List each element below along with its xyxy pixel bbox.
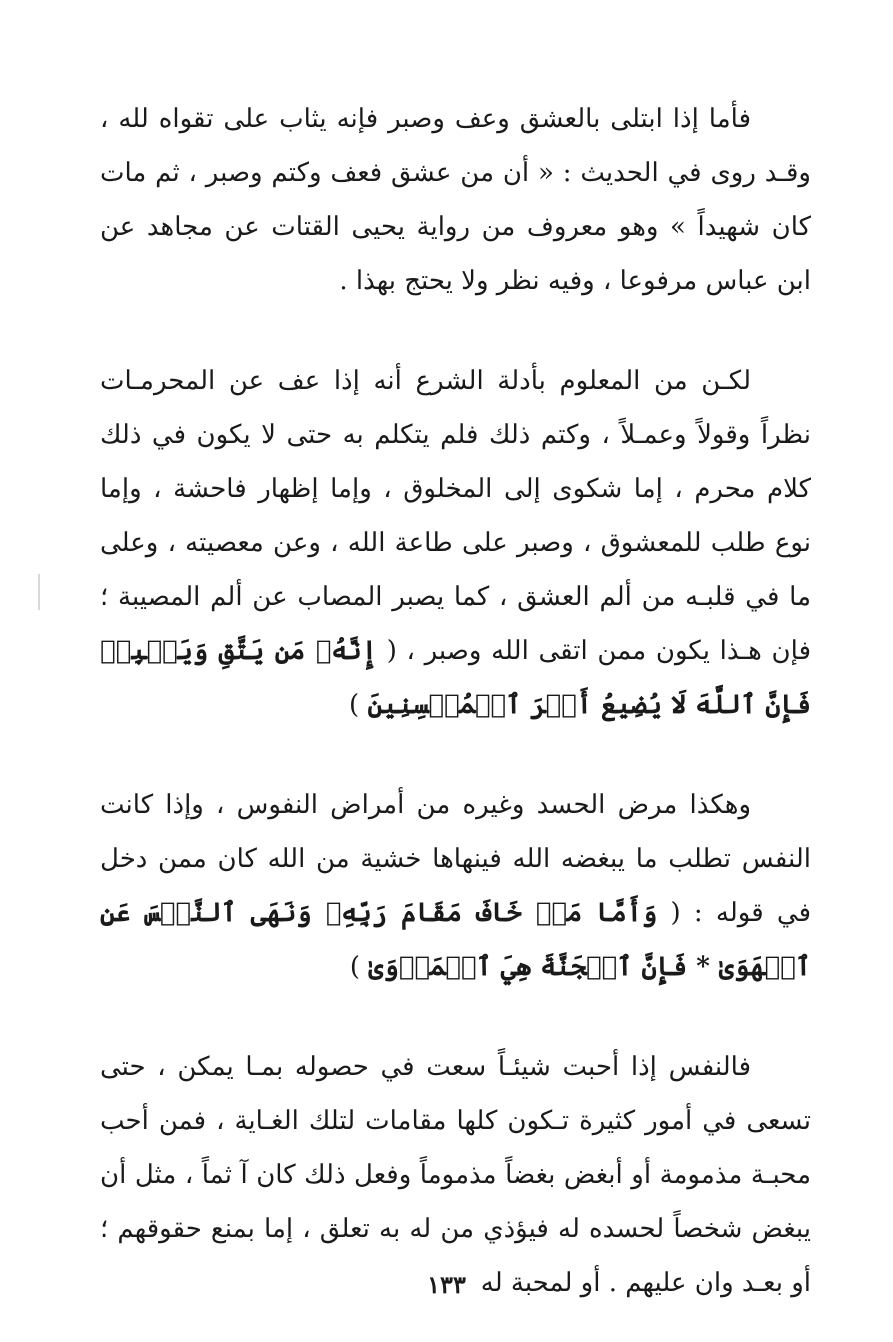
paragraph-3-close: ) (349, 952, 361, 982)
margin-mark (38, 574, 40, 610)
quran-verse-2: وَأَمَّا مَنۡ خَافَ مَقَامَ رَبِّهِۦ وَنَهَى ٱلنَّفۡسَ عَنِ ٱلۡهَوَىٰ * فَإِنَّ ٱلۡجَنَّةَ هِيَ ٱلۡمَأۡوَىٰ (100, 898, 811, 982)
paragraph-1 (100, 92, 811, 308)
page-number: ١٣٣ (427, 1270, 466, 1299)
paragraph-3-text: وهكذا مرض الحسد وغيره من أمراض النفوس ، وإذا كانت النفس تطلب ما يبغضه الله فينهاها خشية من الله كان ممن دخل في قوله : ( (100, 790, 811, 928)
paragraph-2-close: ) (349, 690, 360, 720)
quran-verse-1: إِنَّهُۥ مَن يَتَّقِ وَيَصۡبِرۡ فَإِنَّ ٱللَّهَ لَا يُضِيعُ أَجۡرَ ٱلۡمُحۡسِنِينَ (100, 636, 811, 720)
paragraph-1-text: فأما إذا ابتلى بالعشق وعف وصبر فإنه يثاب على تقواه لله ، وقـد روى في الحديث : « أن من عشق فعف وكتم وصبر ، ثم مات كان شهيداً » وهو معروف من رواية يحيى القتات عن مجاهد عن ابن عباس مرفوعا ، وفيه نظر ولا يحتج بهذا . (100, 104, 811, 296)
page-body (100, 92, 811, 1310)
paragraph-2 (100, 354, 811, 732)
paragraph-4-text: فالنفس إذا أحبت شيئـاً سعت في حصوله بمـا يمكن ، حتى تسعى في أمور كثيرة تـكون كلها مقامات لتلك الغـاية ، فمن أحب محبـة مذمومة أو أبغض بغضاً مذموماً وفعل ذلك كان آ ثماً ، مثل أن يبغض شخصاً لحسده له فيؤذي من له به تعلق ، إما بمنع حقوقهم ؛ أو بعـد وان عليهم . أو لمحبة له (100, 1052, 811, 1298)
paragraph-3 (100, 778, 811, 994)
paragraph-2-text: لكـن من المعلوم بأدلة الشرع أنه إذا عف عن المحرمـات نظراً وقولاً وعمـلاً ، وكتم ذلك فلم يتكلم به حتى لا يكون في ذلك كلام محرم ، إما شكوى إلى المخلوق ، وإما إظهار فاحشة ، وإما نوع طلب للمعشوق ، وصبر على طاعة الله ، وعن معصيته ، وعلى ما في قلبـه من ألم العشق ، كما يصبر المصاب عن ألم المصيبة ؛ فإن هـذا يكون ممن اتقى الله وصبر ، ( (100, 366, 811, 666)
